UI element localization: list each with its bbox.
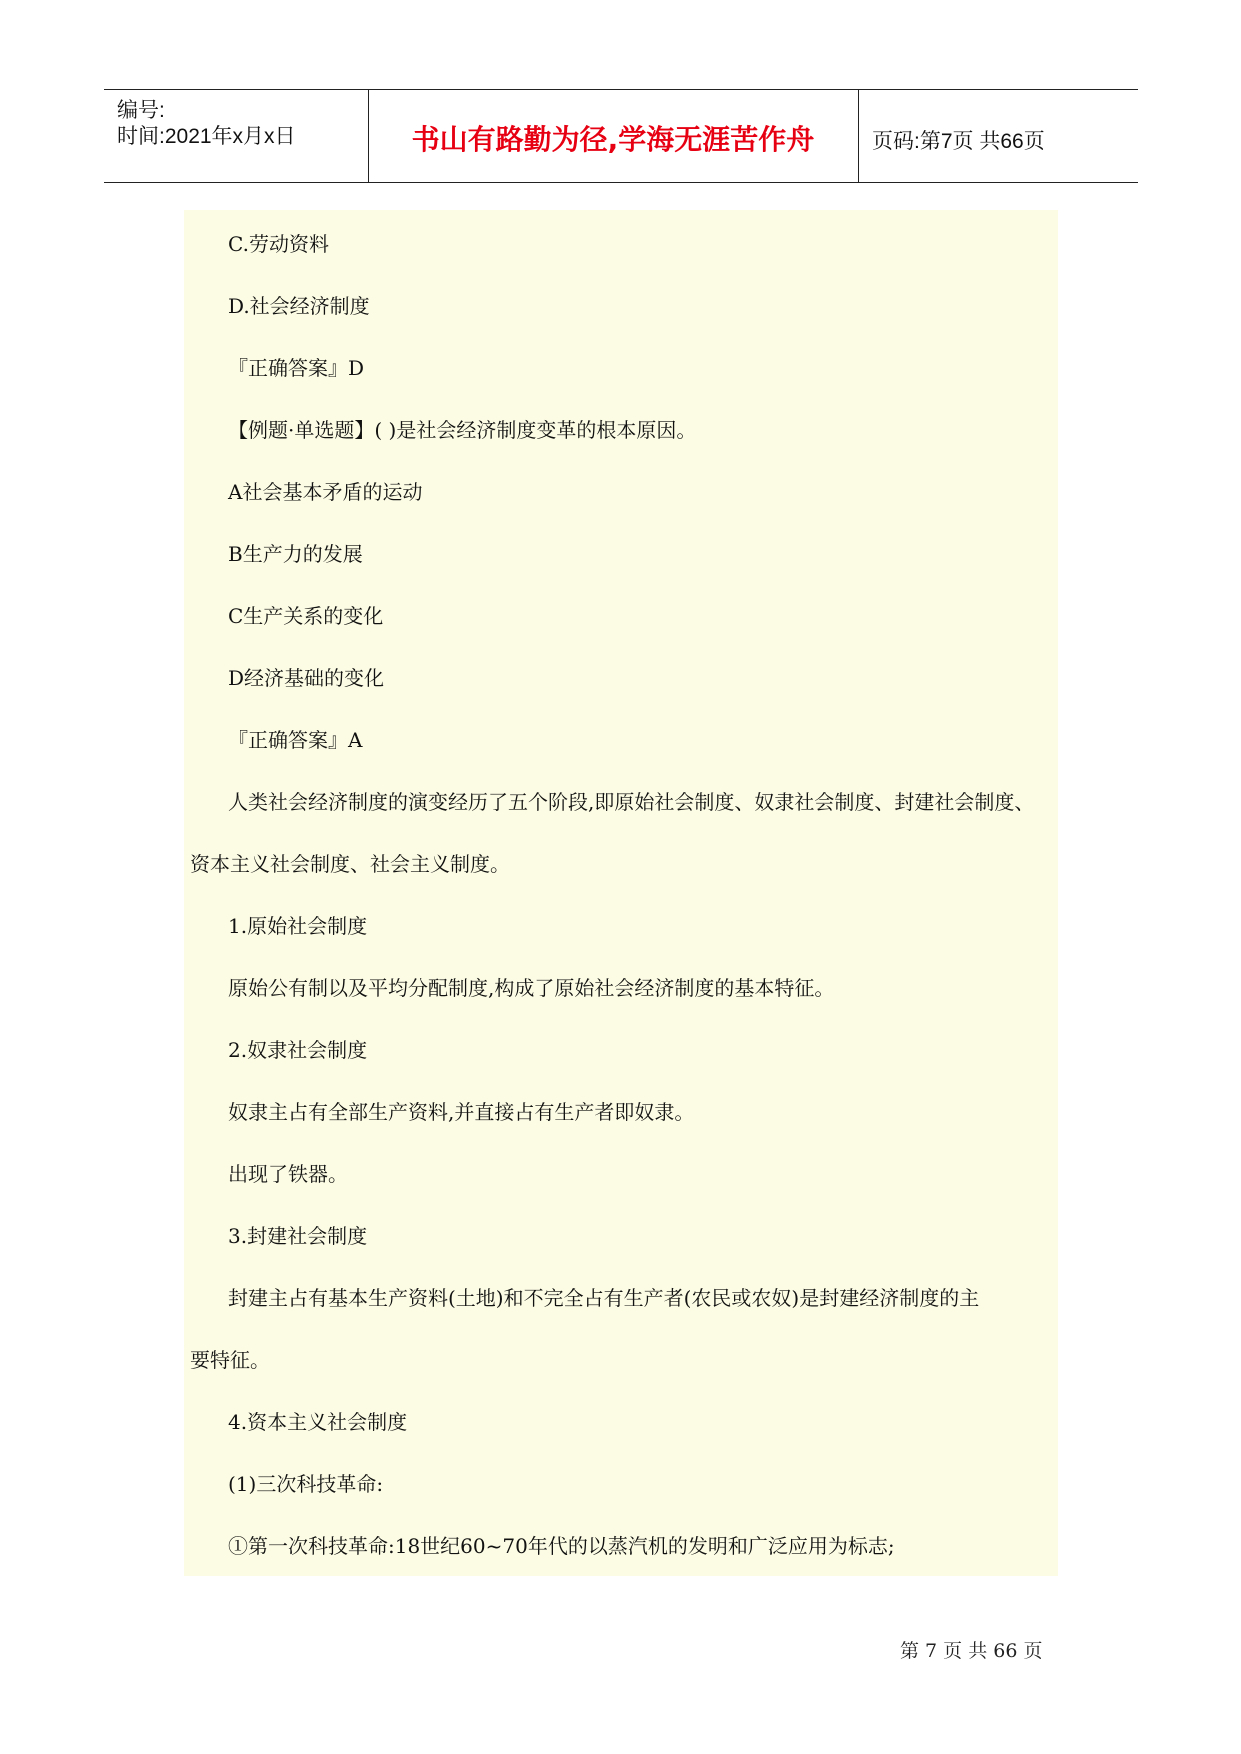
paragraph-line: 要特征。 (190, 1348, 270, 1372)
paragraph-line: 出现了铁器。 (228, 1162, 348, 1186)
document-header (104, 89, 1138, 183)
section-heading: 1.原始社会制度 (228, 914, 368, 938)
question-line: 【例题·单选题】( )是社会经济制度变革的根本原因。 (228, 418, 697, 442)
header-page-cell (858, 90, 1138, 182)
option-line: C生产关系的变化 (228, 604, 384, 628)
text-line: D.社会经济制度 (228, 294, 370, 318)
paragraph-line: 原始公有制以及平均分配制度,构成了原始社会经济制度的基本特征。 (228, 976, 835, 1000)
header-info-cell (104, 90, 369, 182)
paragraph-line: ①第一次科技革命:18世纪60~70年代的以蒸汽机的发明和广泛应用为标志; (228, 1534, 895, 1558)
motto-text: 书山有路勤为径,学海无涯苦作舟 (411, 123, 815, 156)
paragraph-line: 奴隶主占有全部生产资料,并直接占有生产者即奴隶。 (228, 1100, 695, 1124)
option-line: A社会基本矛盾的运动 (228, 480, 423, 504)
section-heading: 2.奴隶社会制度 (228, 1038, 368, 1062)
content-area (184, 210, 1058, 1576)
page-code: 页码:第7页 共66页 (872, 130, 1045, 153)
section-heading: 4.资本主义社会制度 (228, 1410, 408, 1434)
paragraph-line: 资本主义社会制度、社会主义制度。 (190, 852, 510, 876)
page-footer: 第 7 页 共 66 页 (900, 1640, 1043, 1662)
text-line: C.劳动资料 (228, 232, 329, 256)
header-motto-cell (368, 90, 859, 182)
option-line: B生产力的发展 (228, 542, 363, 566)
subsection-heading: (1)三次科技革命: (228, 1472, 384, 1496)
section-heading: 3.封建社会制度 (228, 1224, 368, 1248)
number-label: 编号: (117, 99, 165, 122)
time-label: 时间:2021年x月x日 (117, 125, 296, 148)
answer-line: 『正确答案』A (228, 728, 363, 752)
paragraph-line: 封建主占有基本生产资料(土地)和不完全占有生产者(农民或农奴)是封建经济制度的主 (228, 1286, 980, 1310)
text-line: 『正确答案』D (228, 356, 365, 380)
option-line: D经济基础的变化 (228, 666, 385, 690)
paragraph-line: 人类社会经济制度的演变经历了五个阶段,即原始社会制度、奴隶社会制度、封建社会制度、 (228, 790, 1035, 814)
